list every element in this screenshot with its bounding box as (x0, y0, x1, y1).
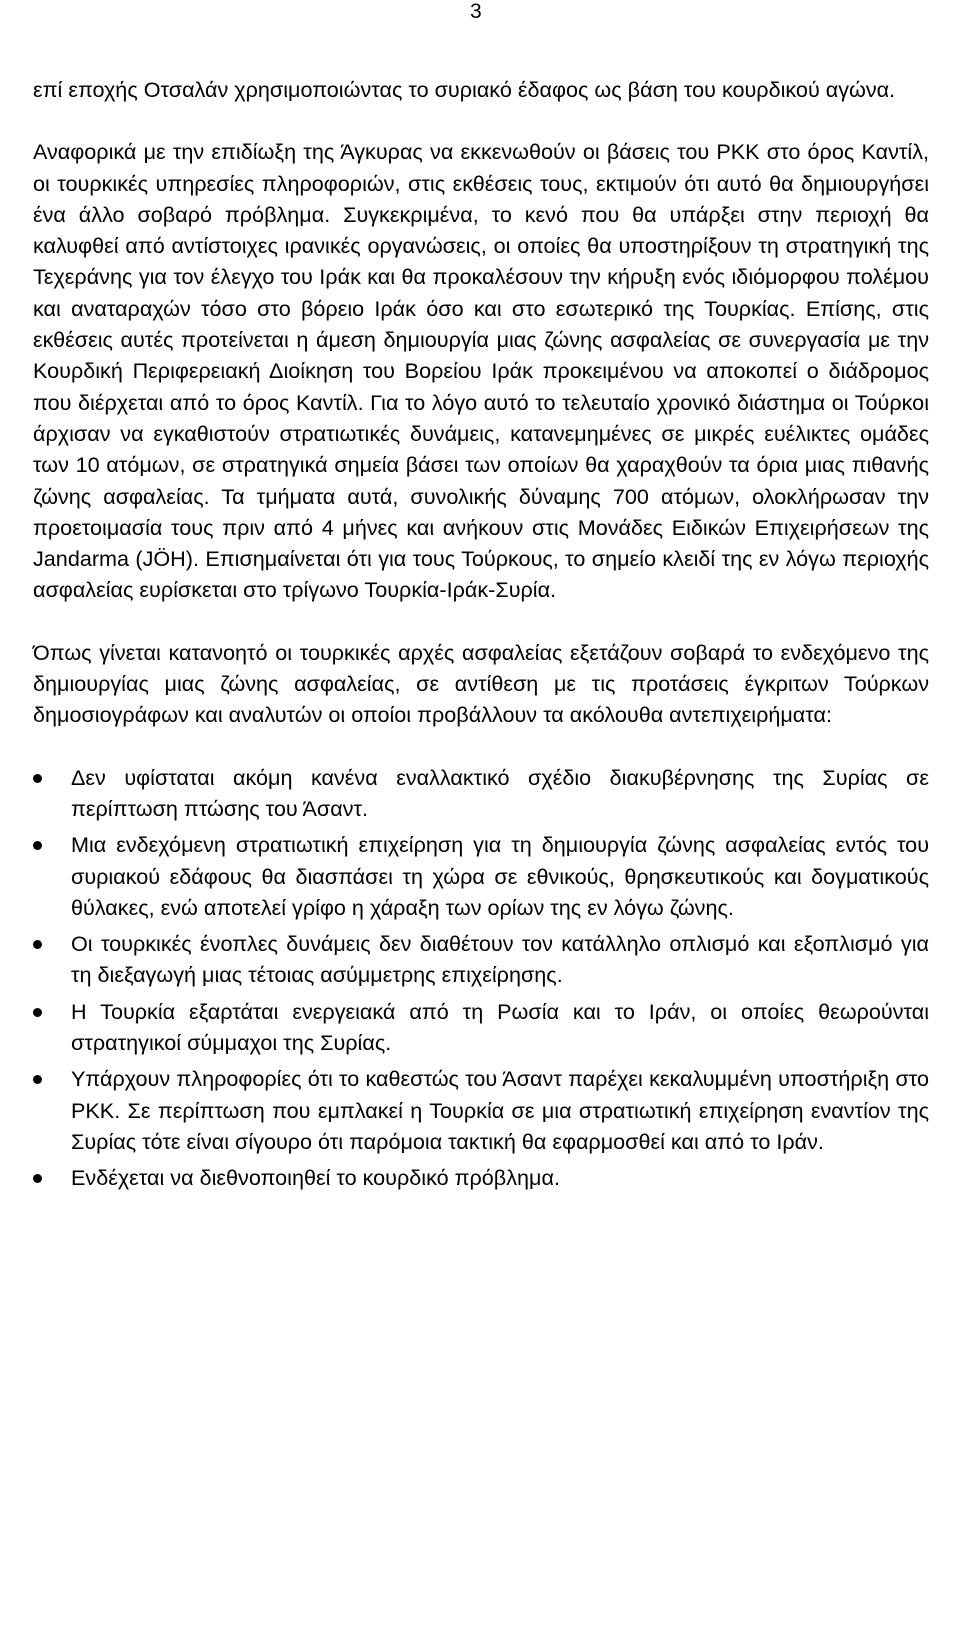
bullet-icon (33, 940, 42, 949)
list-item-text: Η Τουρκία εξαρτάται ενεργειακά από τη Ρωσία και το Ιράν, οι οποίες θεωρούνται στρατηγικοί σύμμαχοι της Συρίας. (71, 998, 929, 1056)
bullet-icon (33, 841, 42, 850)
list-item-text: Ενδέχεται να διεθνοποιηθεί το κουρδικό πρόβλημα. (71, 1165, 560, 1191)
paragraph-kandil: Αναφορικά με την επιδίωξη της Άγκυρας να εκκενωθούν οι βάσεις του PKK στο όρος Καντίλ, οι τουρκικές υπηρεσίες πληροφοριών, στις εκθέσεις τους, εκτιμούν ότι αυτό θα δημιουργήσει ένα άλλο σοβαρό πρόβλημα. Συγκεκριμένα, το κενό που θα υπάρξει στην περιοχή θα καλυφθεί από αντίστοιχες ιρανικές οργανώσεις, οι οποίες θα υποστηρίξουν τη στρατηγική της Τεχεράνης για τον έλεγχο του Ιράκ και θα προκαλέσουν την κήρυξη ενός ιδιόμορφου πολέμου και αναταραχών τόσο στο βόρειο Ιράκ όσο και στο εσωτερικό της Τουρκίας. Επίσης, στις εκθέσεις αυτές προτείνεται η άμεση δημιουργία μιας ζώνης ασφαλείας σε συνεργασία με την Κουρδική Περιφερειακή Διοίκηση του Βορείου Ιράκ προκειμένου να αποκοπεί ο διάδρομος που διέρχεται από το όρος Καντίλ. Για το λόγο αυτό το τελευταίο χρονικό διάστημα οι Τούρκοι άρχισαν να εγκαθιστούν στρατιωτικές δυνάμεις, κατανεμημένες σε μικρές ευέλικτες ομάδες των 10 ατόμων, σε στρατηγικά σημεία βάσει των οποίων θα χαραχθούν τα όρια μιας πιθανής ζώνης ασφαλείας. Τα τμήματα αυτά, συνολικής δύναμης 700 ατόμων, ολοκλήρωσαν την προετοιμασία τους πριν από 4 μήνες και ανήκουν στις Μονάδες Ειδικών Επιχειρήσεων της Jandarma (JÖH). Επισημαίνεται ότι για τους Τούρκους, το σημείο κλειδί της εν λόγω περιοχής ασφαλείας ευρίσκεται στο τρίγωνο Τουρκία-Ιράκ-Συρία. (33, 139, 929, 603)
list-item (33, 1162, 929, 1193)
list-item-text: Υπάρχουν πληροφορίες ότι το καθεστώς του Άσαντ παρέχει κεκαλυμμένη υποστήριξη στο PKK. Σε περίπτωση που εμπλακεί η Τουρκία σε μια στρατιωτική επιχείρηση εναντίον της Συρίας τότε είναι σίγουρο ότι παρόμοια τακτική θα εφαρμοσθεί και από το Ιράν. (71, 1066, 929, 1154)
list-item (33, 996, 929, 1059)
list-item (33, 1063, 929, 1157)
list-item (33, 762, 929, 825)
bullet-icon (33, 1174, 42, 1183)
list-item-text: Μια ενδεχόμενη στρατιωτική επιχείρηση για τη δημιουργία ζώνης ασφαλείας εντός του συριακού εδάφους θα διασπάσει τη χώρα σε εθνικούς, θρησκευτικούς και δογματικούς θύλακες, ενώ αποτελεί γρίφο η χάραξη των ορίων της εν λόγω ζώνης. (71, 832, 929, 920)
page-number: 3 (470, 0, 482, 23)
paragraph-intro: επί εποχής Οτσαλάν χρησιμοποιώντας το συριακό έδαφος ως βάση του κουρδικού αγώνα. (33, 77, 896, 102)
list-item (33, 829, 929, 923)
counterarguments-list (33, 762, 929, 1194)
list-item-text: Οι τουρκικές ένοπλες δυνάμεις δεν διαθέτουν τον κατάλληλο οπλισμό και εξοπλισμό για τη διεξαγωγή μιας τέτοιας ασύμμετρης επιχείρησης. (71, 931, 929, 988)
bullet-icon (33, 1008, 42, 1017)
bullet-icon (33, 1075, 42, 1084)
list-item-text: Δεν υφίσταται ακόμη κανένα εναλλακτικό σχέδιο διακυβέρνησης της Συρίας σε περίπτωση πτώσης του Άσαντ. (71, 764, 929, 821)
bullet-icon (33, 774, 42, 783)
document-body (33, 74, 929, 1199)
paragraph-counterarguments: Όπως γίνεται κατανοητό οι τουρκικές αρχές ασφαλείας εξετάζουν σοβαρά το ενδεχόμενο της δημιουργίας μιας ζώνης ασφαλείας, σε αντίθεση με τις προτάσεις έγκριτων Τούρκων δημοσιογράφων και αναλυτών οι οποίοι προβάλλουν τα ακόλουθα αντεπιχειρήματα: (33, 639, 929, 728)
list-item (33, 928, 929, 991)
